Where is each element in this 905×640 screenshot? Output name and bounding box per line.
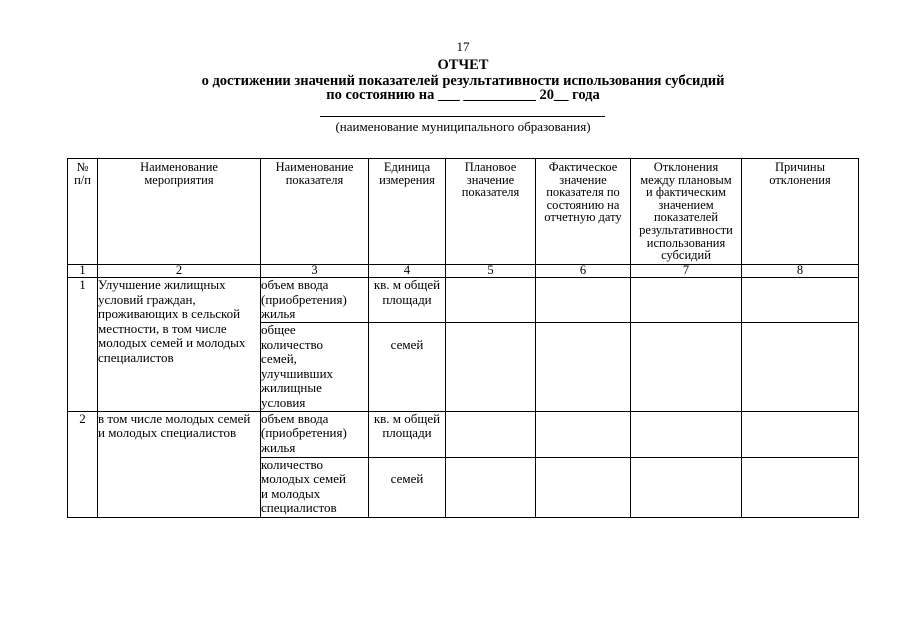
- header-number: № п/п: [68, 159, 98, 265]
- indicator-name: объем ввода (приобретения) жилья: [261, 411, 369, 457]
- activity-name: Улучшение жилищных условий граждан, проживающих в сельской местности, в том числе молодых семей и молодых специалистов: [98, 278, 261, 412]
- actual-value-cell: [536, 278, 631, 323]
- report-table: [67, 158, 859, 518]
- header-indicator-name: Наименование показателя: [261, 159, 369, 265]
- report-title: ОТЧЕТ: [437, 57, 489, 73]
- column-number-6: 6: [536, 265, 631, 278]
- row-number: 1: [68, 278, 98, 412]
- report-subtitle: о достижении значений показателей результативности использования субсидий: [201, 73, 725, 89]
- indicator-name: количество молодых семей и молодых специалистов: [261, 457, 369, 517]
- indicator-unit: семей: [369, 457, 446, 517]
- planned-value-cell: [446, 278, 536, 323]
- report-date-line: по состоянию на ___ __________ 20__ года: [326, 87, 600, 103]
- column-number-1: 1: [68, 265, 98, 278]
- municipality-blank-line: [320, 116, 605, 117]
- column-number-8: 8: [742, 265, 859, 278]
- municipality-caption: (наименование муниципального образования): [335, 119, 591, 134]
- deviation-cell: [631, 457, 742, 517]
- indicator-unit: кв. м общей площади: [369, 278, 446, 323]
- planned-value-cell: [446, 411, 536, 457]
- column-numbers-row: [68, 265, 859, 278]
- indicator-unit: кв. м общей площади: [369, 411, 446, 457]
- table-row: [68, 411, 859, 457]
- column-number-4: 4: [369, 265, 446, 278]
- actual-value-cell: [536, 457, 631, 517]
- row-number: 2: [68, 411, 98, 517]
- indicator-unit: семей: [369, 323, 446, 412]
- column-number-7: 7: [631, 265, 742, 278]
- column-number-5: 5: [446, 265, 536, 278]
- header-unit: Единица измерения: [369, 159, 446, 265]
- deviation-cell: [631, 278, 742, 323]
- header-actual-value: Фактическое значение показателя по состоянию на отчетную дату: [536, 159, 631, 265]
- indicator-name: общее количество семей, улучшивших жилищные условия: [261, 323, 369, 412]
- deviation-reason-cell: [742, 411, 859, 457]
- planned-value-cell: [446, 323, 536, 412]
- deviation-cell: [631, 323, 742, 412]
- actual-value-cell: [536, 323, 631, 412]
- indicator-name: объем ввода (приобретения) жилья: [261, 278, 369, 323]
- header-deviation: Отклонения между плановым и фактическим значением показателей результативности использования субсидий: [631, 159, 742, 265]
- deviation-reason-cell: [742, 457, 859, 517]
- header-deviation-reason: Причины отклонения: [742, 159, 859, 265]
- column-number-2: 2: [98, 265, 261, 278]
- deviation-reason-cell: [742, 278, 859, 323]
- activity-name: в том числе молодых семей и молодых специалистов: [98, 411, 261, 517]
- header-activity-name: Наименование мероприятия: [98, 159, 261, 265]
- table-header-row: [68, 159, 859, 265]
- actual-value-cell: [536, 411, 631, 457]
- header-planned-value: Плановое значение показателя: [446, 159, 536, 265]
- deviation-reason-cell: [742, 323, 859, 412]
- table-row: [68, 278, 859, 323]
- column-number-3: 3: [261, 265, 369, 278]
- planned-value-cell: [446, 457, 536, 517]
- page-number: 17: [456, 39, 470, 54]
- deviation-cell: [631, 411, 742, 457]
